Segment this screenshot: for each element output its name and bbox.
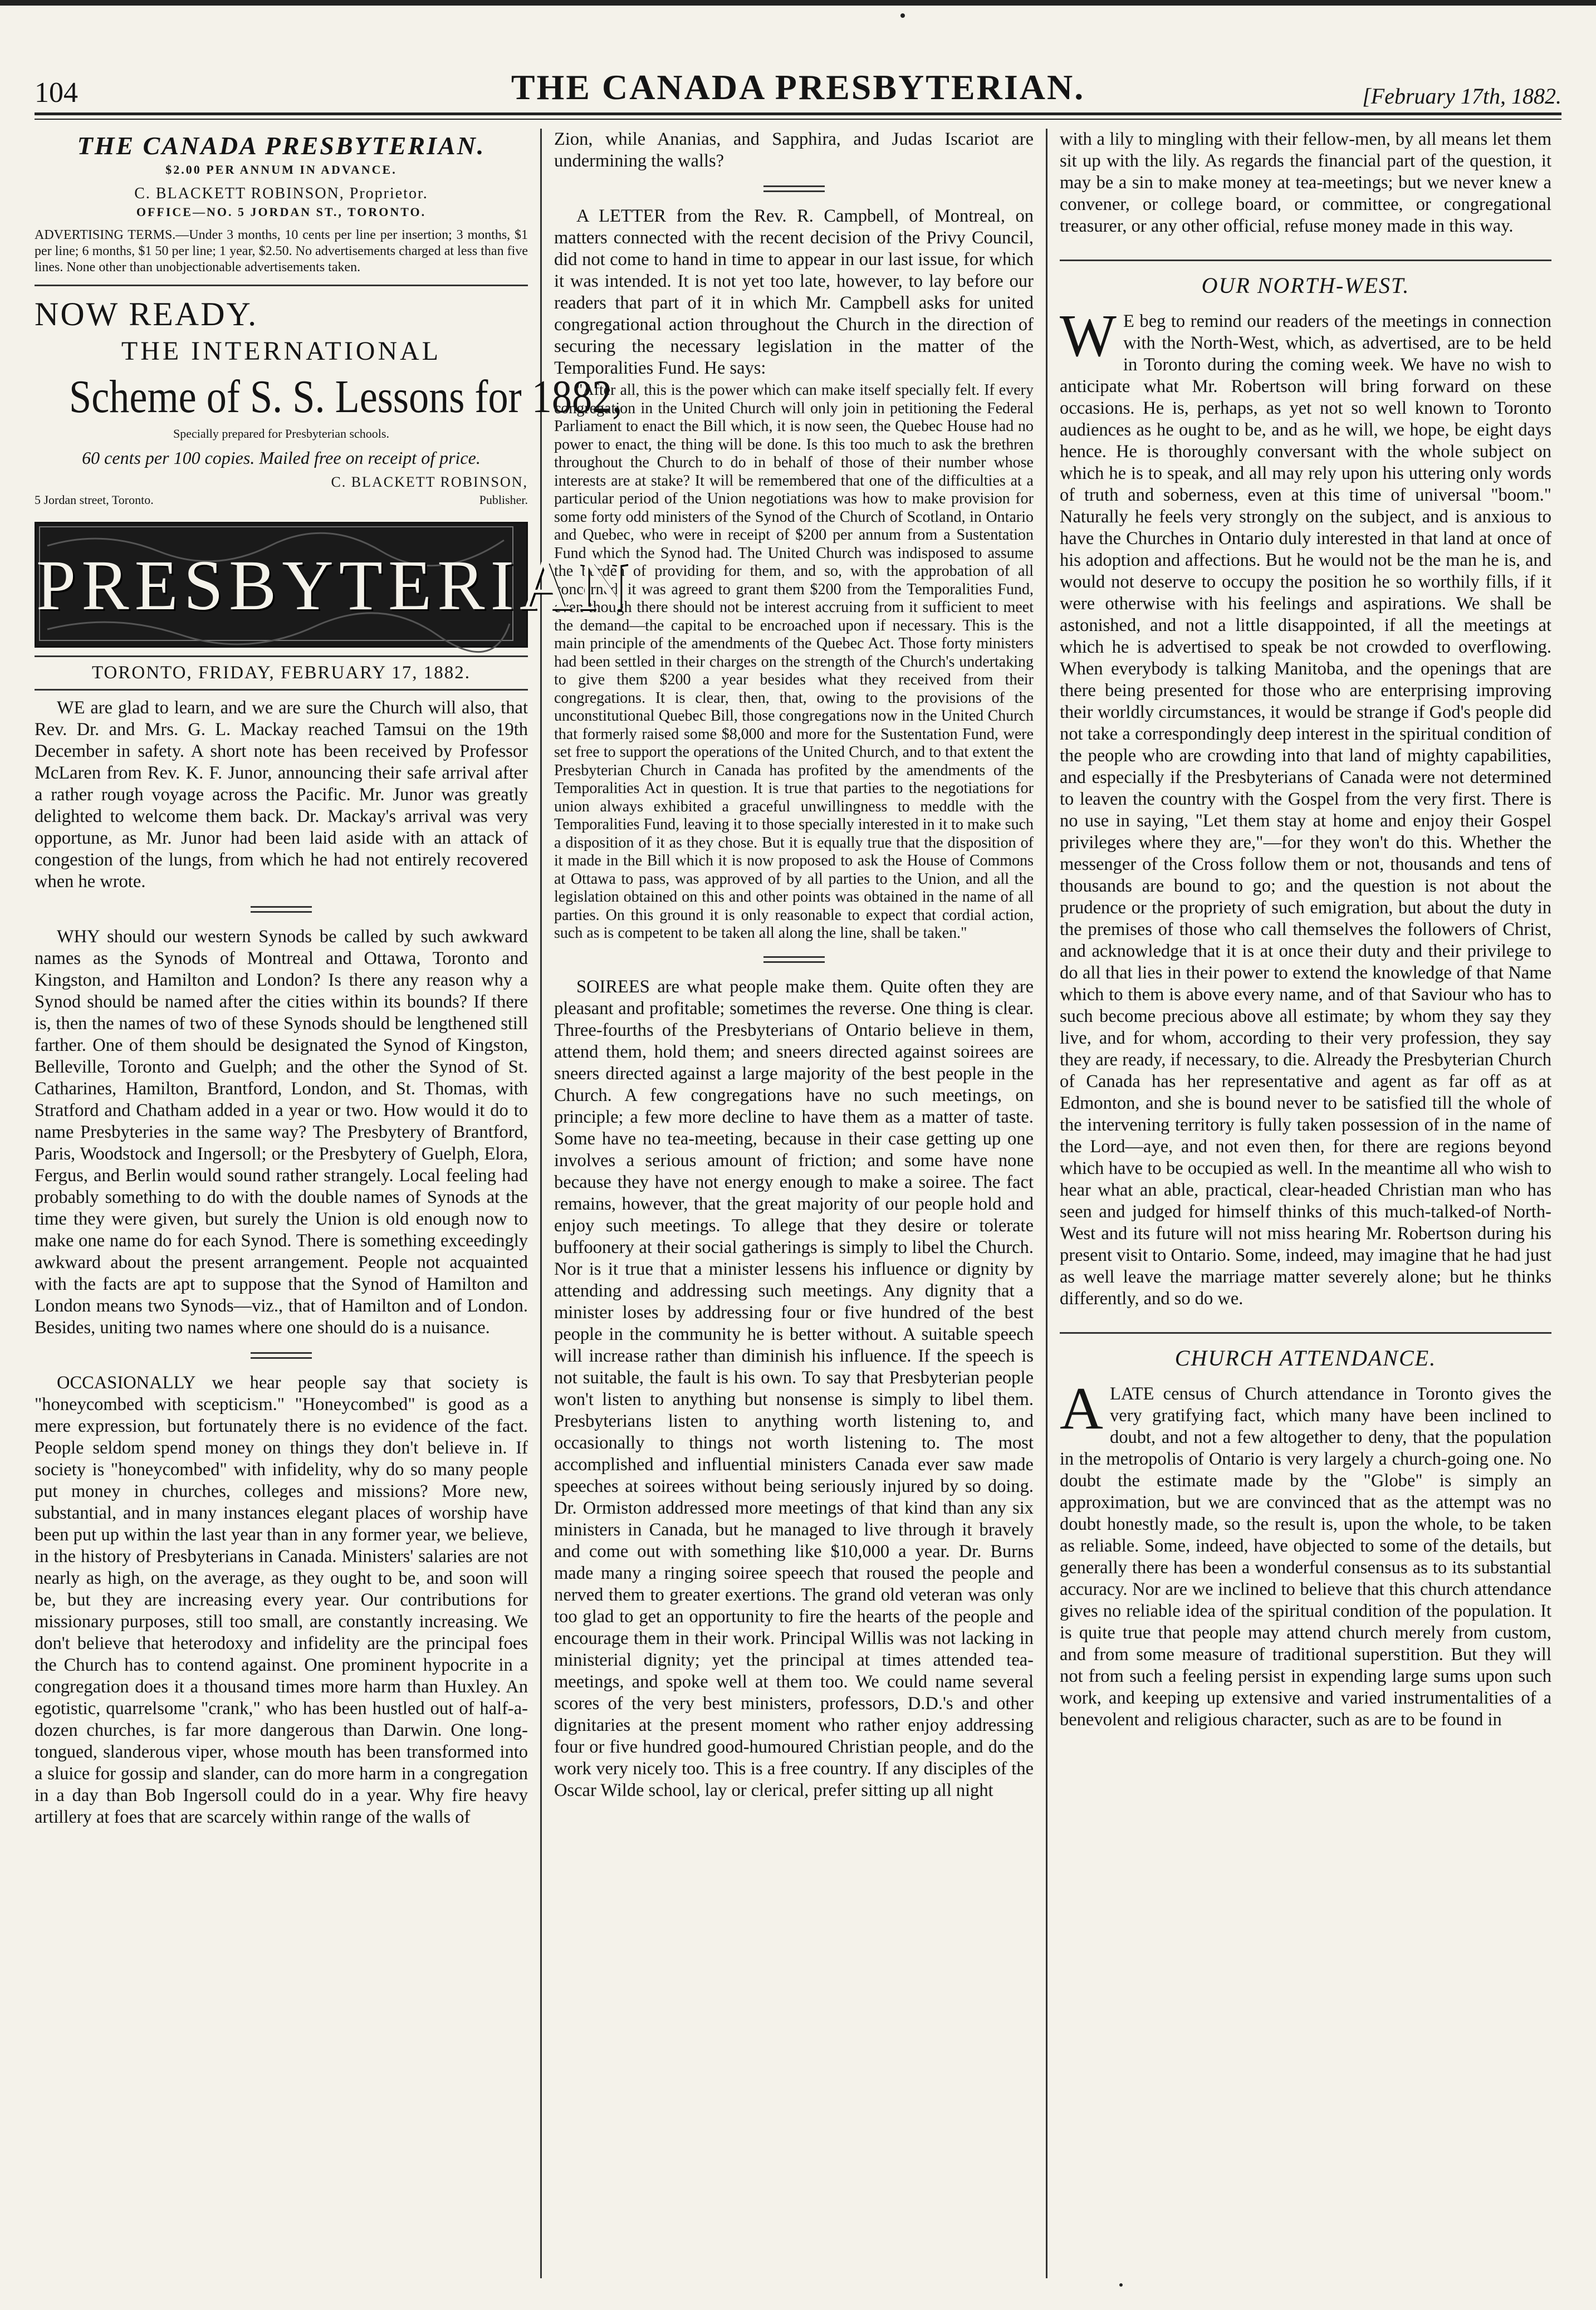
article-soirees-cont: with a lily to mingling with their fellow-men, by all means let them sit up with the lily. As regards the financial part of the question, it may be a sin to make money at tea-meetings; but we never knew a convener, or college board, or committee, or congregational treasurer, or any other official, refuse money made in this way. — [1060, 129, 1551, 236]
paper-title: THE CANADA PRESBYTERIAN. — [511, 67, 1085, 107]
columns — [35, 129, 1561, 2278]
church-attendance-text: LATE census of Church attendance in Toronto gives the very gratifying fact, which many have been inclined to doubt, and not a few altogether to deny, that the population in the metropolis of Ontario is very largely a church-going one. No doubt the estimate made by the "Globe" is simply an approximation, but we are convinced that as the attempt was no doubt honestly made, so the result is, upon the whole, to be taken as reliable. Some, indeed, have objected to some of the details, but generally there has been a wonderful consensus as to its substantial accuracy. Nor are we inclined to believe that this church attendance gives no reliable idea of the spiritual condition of the population. It is quite true that people may attend church merely from custom, and from some measure of traditional superstition. But they will not from such a feeling persist in expending large sums upon such work, and keeping up extensive and varied instrumentalities of a benevolent and religious character, such as are to be found in — [1060, 1384, 1551, 1730]
presbyterian-logo — [35, 522, 634, 648]
article-honeycombed: OCCASIONALLY we hear people say that society is "honeycombed with scepticism." "Honeycombed" is good as a mere expression, but fortunately there is no evidence of the fact. People seldom spend money on things they don't believe in. If society is "honeycombed" with infidelity, why do so many people put money in churches, colleges and missions? More new, substantial, and in many instances elegant places of worship have been put up within the last year than in any former year, we believe, in the history of Presbyterians in Canada. Ministers' salaries are not nearly as high, on the average, as they ought to be, and soon will be, but they are increasing every year. Our contributions for missionary purposes, still too small, are constantly increasing. We don't believe that heterodoxy and infidelity are the principal foes the Church has to contend against. One prominent hypocrite in a congregation does it a thousand times more harm than Huxley. An egotistic, quarrelsome "crank," who has been hustled out of half-a-dozen churches, is far more dangerous than Darwin. One long-tongued, slanderous viper, whose mouth has been transformed into a sluice for gossip and slander, can do more harm in a congregation in a day than Bob Ingersoll could do in a year. Why fire heavy artillery at foes that are scarcely within range of the walls of — [35, 1373, 528, 1827]
ad-price: 60 cents per 100 copies. Mailed free on receipt of price. — [82, 448, 481, 468]
footer-mark — [1119, 2283, 1123, 2287]
article-honeycombed-cont: Zion, while Ananias, and Sapphira, and Judas Iscariot are undermining the walls? — [554, 129, 1034, 171]
heading-church-attendance: CHURCH ATTENDANCE. — [1060, 1332, 1551, 1371]
ad-international: THE INTERNATIONAL — [121, 336, 442, 366]
ad-publisher-label: Publisher. — [479, 493, 528, 507]
logo-text: PRESBYTERIAN — [36, 546, 634, 625]
quote-text: "After all, this is the power which can make itself specially felt. If every congregation in the United Church will only join in petitioning the Federal Parliament to enact the Bill which, it is now seen, the Quebec House had no power to enact, the thing will be done. Is this too much to ask the brethren throughout the Church to do in behalf of those of their number whose interests are at stake? It will be remembered that one of the difficulties at a particular period of the Union negotiations was how to make provision for some forty odd ministers of the Synod of the Church of Scotland, in Ontario and Quebec, who were in receipt of $200 per annum from a Sustentation Fund which the Synod had. The United Church was indisposed to assume the burden of providing for them, and so, with the approbation of all concerned, it was agreed to grant them $200 from the Temporalities Fund, even though there should not be interest accruing from it sufficient to meet the demand—the capital to be encroached upon if necessary. This is the main principle of the amendments of the Quebec Act. Those forty ministers had been settled in their charges on the strength of the Church's undertaking to give them $200 a year besides what they received from their congregations. It is clear, then, that, owing to the provisions of the unconstitutional Quebec Bill, those congregations now in the United Church that formerly raised some $8,000 and more for the Sustentation Fund, were set free to support the operations of the United Church, and to that extent the Presbyterian Church in Canada has profited by the amendments of the Temporalities Act in question. It is true that parties to the negotiations for union always exhibited a graceful unwillingness to meddle with the Temporalities Fund, leaving it to those specially interested in it to make such a disposition of it as they chose. But it is equally true that the disposition of it made in the Bill which it is now proposed to ask the House of Commons at Ottawa to pass, was approved of by all parties to the Union, and all the legislation obtained on this and other points was obtained in the name of all parties. On this ground it is only reasonable to expect that cordial action, such as is competent to be taken all along the line, shall be taken." — [554, 381, 1034, 942]
column-2 — [540, 129, 1046, 2278]
ad-address: 5 Jordan street, Toronto. — [35, 493, 154, 507]
dropcap-a: A — [1060, 1376, 1103, 1442]
north-west-text: E beg to remind our readers of the meetings in connection with the North-West, which, as advertised, are to be held in Toronto during the coming week. We have no wish to anticipate what Mr. Robertson will bring forward on these occasions. He is, perhaps, as yet not so well known to Toronto audiences as he ought to be, and as he will, we hope, be eight days hence. He is thoroughly conversant with the whole subject on which he is to speak, and all may rely upon his uttering only words of truth and soberness, even at this time of universal "boom." Naturally he feels very strongly on the subject, and is anxious to have the Churches in Ontario duly interested in that land at once of his adoption and affections. But he would not be the man he is, and would not deserve to occupy the position he so worthily fills, if it were otherwise with his feelings and aspirations. We shall be astonished, and not a little disappointed, if all the meetings at which he is advertised to speak be not crowded to overflowing. When everybody is talking Manitoba, and the openings that are there being presented for those who are enterprising improving their worldly circumstances, it would be strange if God's people did not take a correspondingly deep interest in the spiritual condition of the people who are crowding into that land of mighty capabilities, and especially if the Presbyterians of Canada were not determined to leaven the country with the Gospel from the very first. There is no use in saying, "Let them stay at home and enjoy their Gospel privileges where they are,"—for they won't do this. Whether the messenger of the Cross follow them or not, thousands and tens of thousands are bound to go; and the question is not about the prudence or the propriety of such emigration, but about the duty in the premises of those who call themselves the followers of Christ, and acknowledge that it is at once their duty and their privilege to do all that lies in their power to extend the knowledge of that Name which to them is above every name, and of that Saviour who has to such become precious above all estimate; by whom they say they live, and for whom, according to their very profession, they say they are ready, if necessary, to die. Already the Presbyterian Church of Canada has her representative and agent as far off as at Edmonton, and she is bound never to be satisfied till the whole of the intervening territory is fully taken possession of in the name of the Lord—aye, and not even then, for there are regions beyond which have to be occupied as well. In the meantime all who wish to hear what an able, practical, clear-headed Christian man who has seen and judged for himself thinks of this much-talked-of North-West and its future will not miss hearing Mr. Robertson during his present visit to Ontario. Some, indeed, may imagine that he had just as well leave the marriage matter severely alone; but he thinks differently, and so do we. — [1060, 311, 1551, 1309]
dateline: TORONTO, FRIDAY, FEBRUARY 17, 1882. — [35, 655, 528, 691]
article-campbell-letter: A LETTER from the Rev. R. Campbell, of Montreal, on matters connected with the recent decision of the Privy Council, did not come to hand in time to appear in our last issue, for which it was intended. It is not yet too late, however, to lay before our readers that part of it in which Mr. Campbell asks for united congregational action throughout the Church in the direction of securing the necessary legislation in the matter of the Temporalities Fund. He says: — [554, 206, 1034, 378]
separator — [763, 956, 825, 963]
ad-scheme-title: Scheme of S. S. Lessons for 1882, — [69, 371, 623, 423]
issue-date: [February 17th, 1882. — [1362, 84, 1561, 109]
article-soirees: SOIREES are what people make them. Quite often they are pleasant and profitable; sometimes the reverse. One thing is clear. Three-fourths of the Presbyterians of Ontario believe in them, attend them, hold them; and sneers directed against soirees are sneers directed against a large majority of the best people in the Church. A few congregations have no such meetings, on principle; a few more decline to have them as a matter of taste. Some have no tea-meeting, because in their case getting up one involves a serious amount of friction; and some have none because they have not energy enough to make a soiree. The fact remains, however, that the great majority of our people hold and enjoy such meetings. To allege that they desire or tolerate buffoonery at their social gatherings is simply to libel the Church. Nor is it true that a minister lessens his influence or dignity by attending and addressing such meetings. Any dignity that a minister loses by addressing four or five hundred of the best people in the community he is better without. A suitable speech will increase rather than diminish his influence. If the speech is not suitable, the fault is his own. To say that Presbyterian people won't listen to anything but nonsense is simply to libel them. Presbyterians listen to anything worth listening to, and occasionally to things not worth listening to. The most accomplished and influential ministers Canada ever saw made speeches at soirees without being seriously injured by so doing. Dr. Ormiston addressed more meetings of that kind than any six ministers in Canada, but he managed to live through it bravely and come out with something like $10,000 a year. Dr. Burns made many a ringing soiree speech that roused the people and nerved them to greater exertions. The grand old veteran was only too glad to get an opportunity to fire the hearts of the people and encourage them in their work. Principal Willis was not lacking in ministerial dignity; yet the principal at times attended tea-meetings, and spoke well at them too. We could name several scores of the very best ministers, professors, D.D.'s and other dignitaries at the present moment who rather enjoy addressing four or five hundred good-humoured Christian people, and do the work very nicely too. This is a free country. If any disciples of the Oscar Wilde school, lay or clerical, prefer sitting up all night — [554, 976, 1034, 1800]
divider — [35, 285, 528, 286]
campbell-quote — [554, 381, 1034, 943]
column-3 — [1046, 129, 1551, 2278]
separator — [251, 906, 312, 913]
masthead-publisher: C. BLACKETT ROBINSON, Proprietor. — [134, 185, 428, 202]
masthead-title: THE CANADA PRESBYTERIAN. — [77, 131, 486, 160]
ad-publisher-row — [35, 493, 528, 507]
top-rule — [0, 0, 1596, 6]
dropcap-w: W — [1060, 303, 1117, 369]
masthead-office: OFFICE—NO. 5 JORDAN ST., TORONTO. — [136, 205, 427, 219]
ad-now-ready: NOW READY. — [35, 296, 258, 332]
article-church-attendance — [1060, 1376, 1551, 1731]
article-mackay: WE are glad to learn, and we are sure the Church will also, that Rev. Dr. and Mrs. G. L. Mackay reached Tamsui on the 19th December in safety. A short note has been received by Professor McLaren from Rev. K. F. Junor, announcing their safe arrival after a rather rough voyage across the Pacific. Mr. Junor was greatly delighted to welcome them back. Dr. Mackay's arrival was very opportune, as Mr. Junor had been laid aside with an attack of congestion of the lungs, from which he had not entirely recovered when he wrote. — [35, 698, 528, 892]
heading-north-west: OUR NORTH-WEST. — [1060, 260, 1551, 298]
masthead-price: $2.00 PER ANNUM IN ADVANCE. — [165, 163, 397, 177]
separator — [763, 185, 825, 192]
separator — [251, 1352, 312, 1359]
ad-publisher-name: C. BLACKETT ROBINSON, — [331, 474, 528, 490]
page-header — [35, 53, 1561, 115]
column-1 — [35, 129, 634, 2278]
ad-prepared: Specially prepared for Presbyterian schools. — [173, 427, 389, 441]
article-north-west — [1060, 303, 1551, 1310]
page-number: 104 — [35, 77, 78, 109]
top-dot — [900, 13, 905, 18]
header-rule — [35, 119, 1561, 120]
advertising-terms: ADVERTISING TERMS.—Under 3 months, 10 cents per line per insertion; 3 months, $1 per line; 6 months, $1 50 per line; 1 year, $2.50. No advertisements charged at less than five lines. None other than unobjectionable advertisements taken. — [35, 228, 528, 275]
article-synod-names: WHY should our western Synods be called by such awkward names as the Synods of Montreal and Ottawa, Toronto and Kingston, and Hamilton and London? Is there any reason why a Synod should be named after the cities within its bounds? If there is, then the names of two of these Synods should be lengthened still farther. One of them should be designated the Synod of Kingston, Belleville, Toronto and Guelph; and the other the Synod of St. Catharines, Hamilton, Brantford, London, and St. Thomas, with Stratford and Chatham added in a year or two. How would it do to name Presbyteries in the same way? The Presbytery of Brantford, Paris, Woodstock and Ingersoll; or the Presbytery of Guelph, Elora, Fergus, and Berlin would sound rather strangely. Local feeling had probably something to do with the double names of Synods at the time they were given, but surely the Union is old enough now to make one name do for each Synod. There is something exceedingly awkward about the present arrangement. People not acquainted with the facts are apt to suppose that the Synod of Hamilton and London means two Synods—viz., that of Hamilton and of London. Besides, uniting two names where one should do is a nuisance. — [35, 927, 528, 1338]
